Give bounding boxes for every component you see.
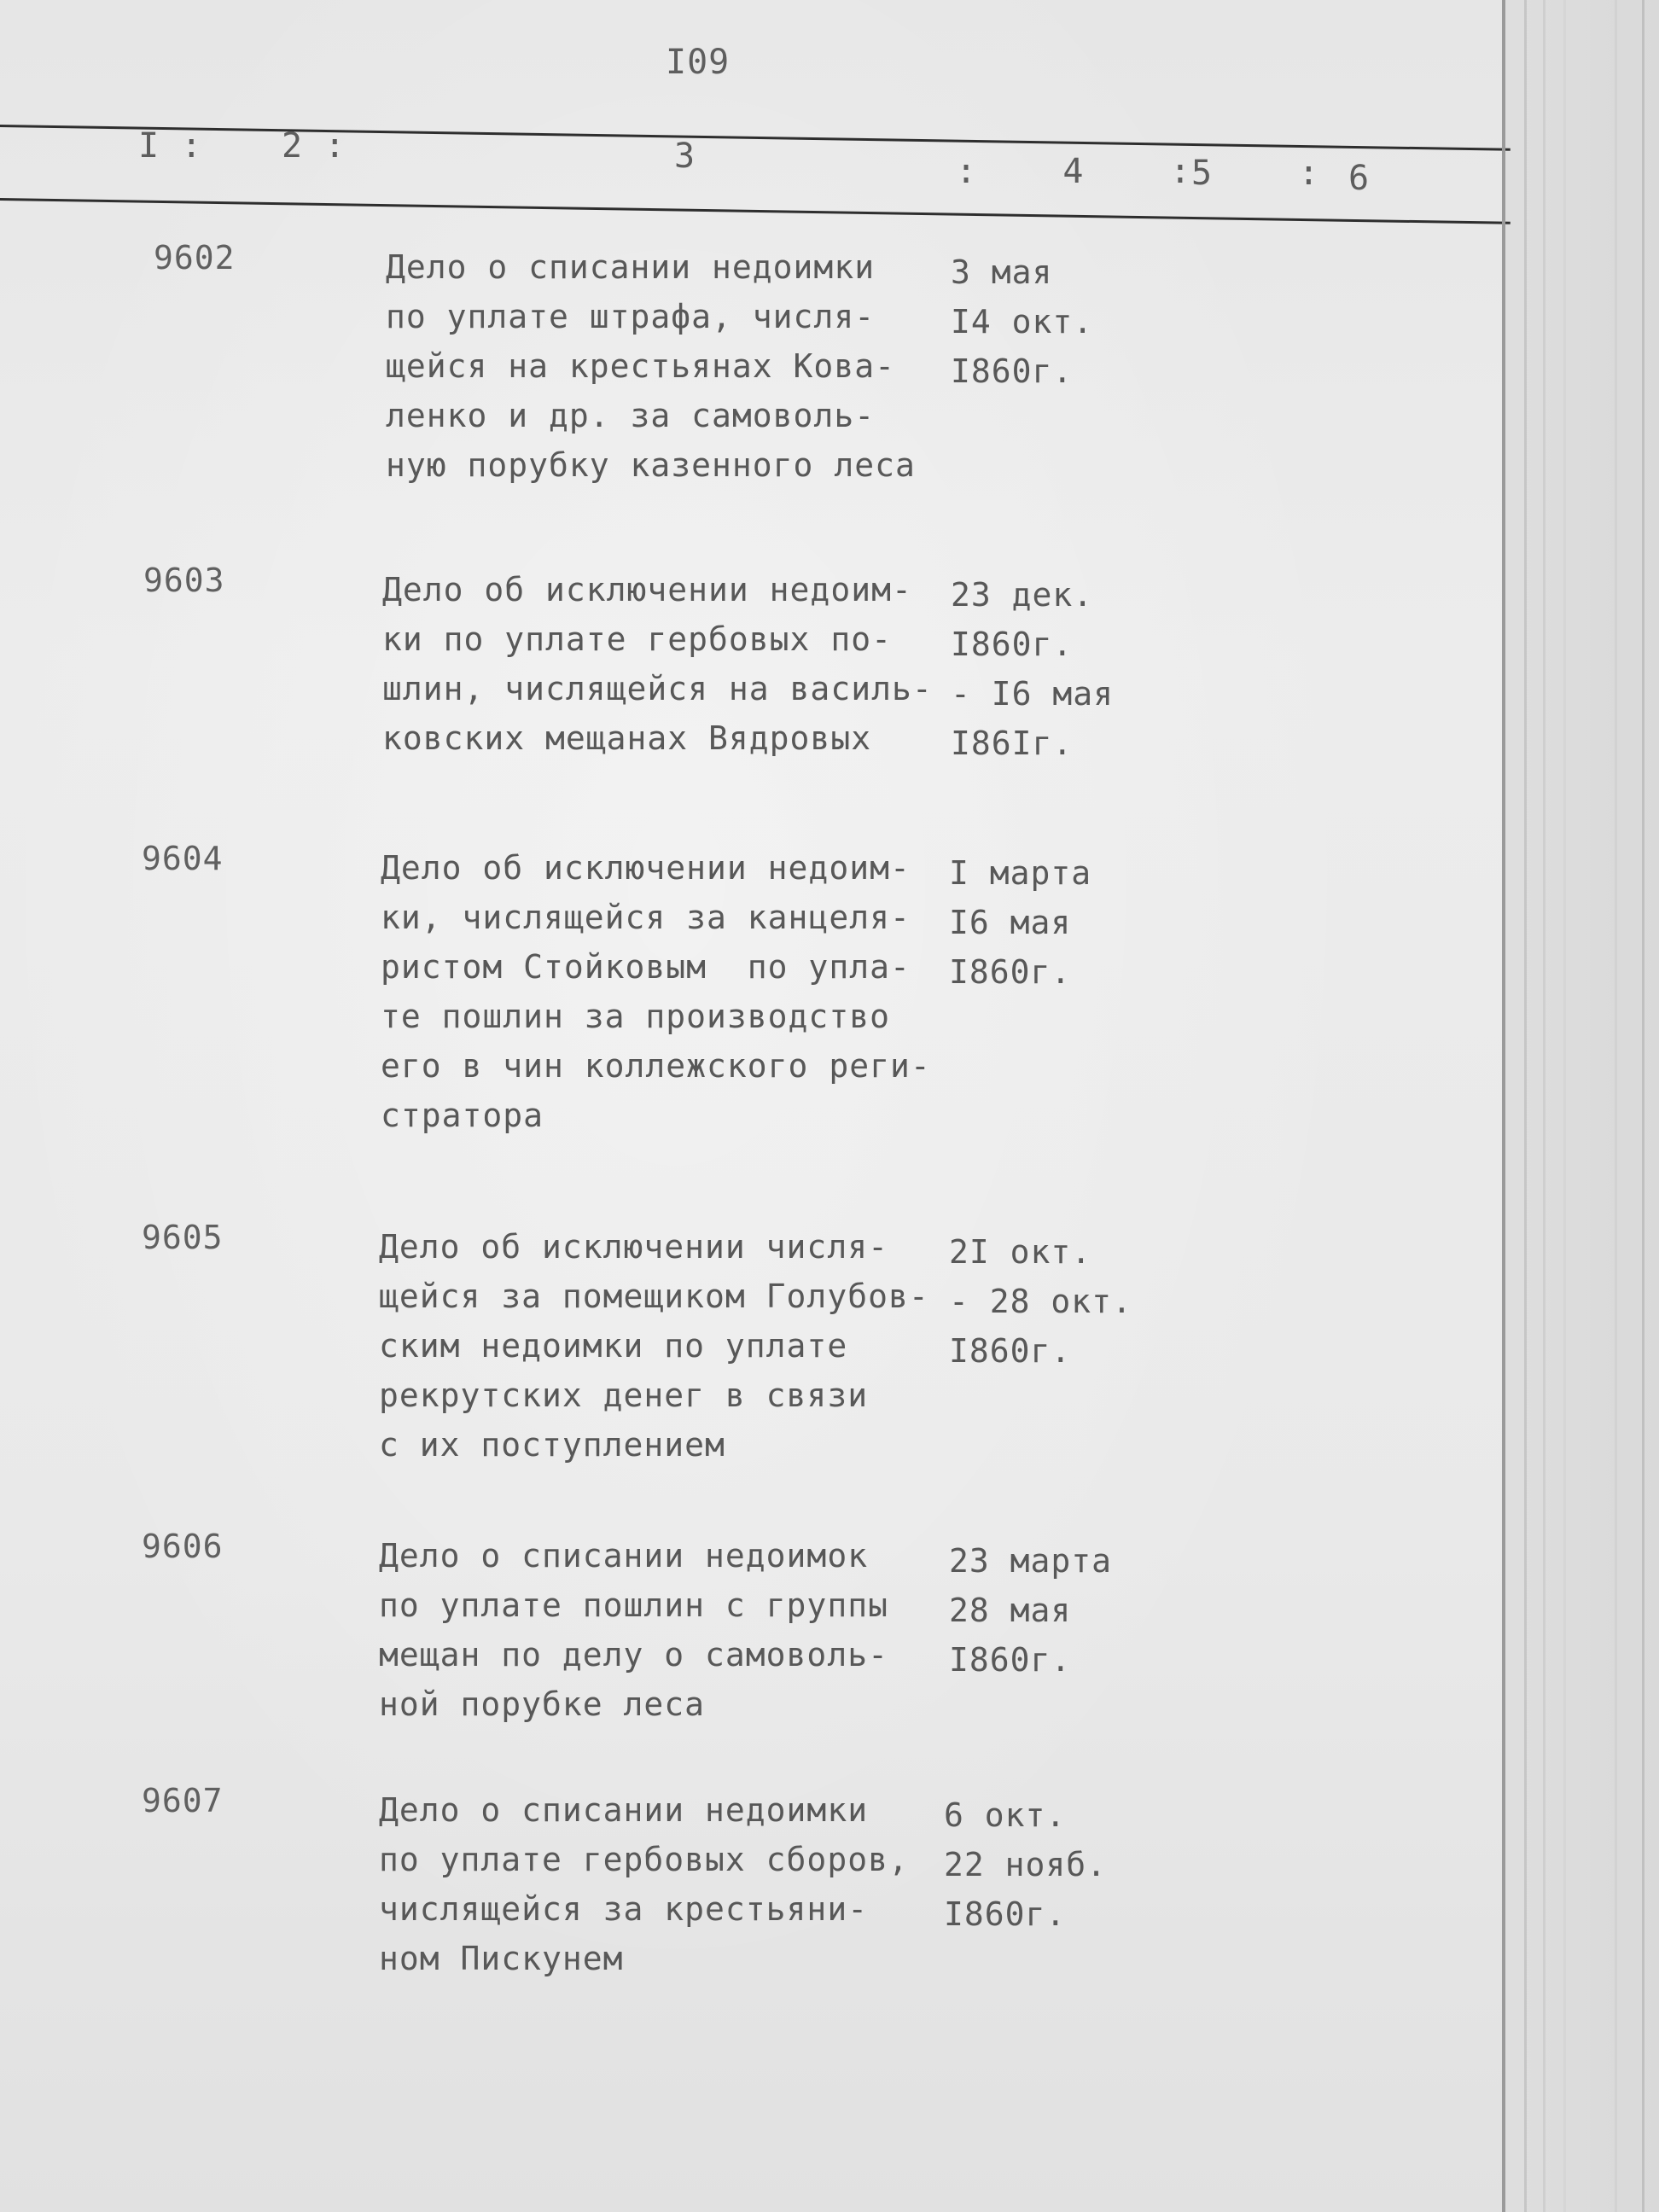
page-edge (1587, 0, 1590, 2212)
column-header-3: 3 (674, 137, 696, 176)
file-description: Дело об исключении недоим- ки по уплате гербовых по- шлин, числящейся на василь- ковских мещанах Вядровых (382, 571, 933, 757)
file-number: 9606 (142, 1528, 224, 1565)
column-header-2: 2 : (282, 126, 346, 166)
file-dates: 6 окт. 22 нояб. I860г. (944, 1796, 1108, 1933)
header-rule-top (0, 125, 1511, 151)
file-number: 9604 (142, 840, 224, 877)
file-description: Дело об исключении недоим- ки, числящейся за канцеля- ристом Стойковым по упла- те пошлин за производство его в чин коллежского реги- стратора (381, 849, 931, 1134)
file-number: 9607 (142, 1782, 224, 1819)
file-dates: 3 мая I4 окт. I860г. (951, 253, 1094, 390)
file-description: Дело об исключении числя- щейся за помещиком Голубов- ским недоимки по уплате рекрутских денег в связи с их поступлением (379, 1228, 929, 1464)
header-rule-bottom (0, 198, 1511, 224)
page-edge (1502, 0, 1505, 2212)
column-header-4: : 4 : (956, 152, 1191, 191)
file-dates: 2I окт. - 28 окт. I860г. (949, 1233, 1132, 1370)
page-number: I09 (666, 43, 731, 82)
file-number: 9602 (154, 239, 236, 276)
page-edge (1524, 0, 1527, 2212)
page-edge (1563, 0, 1566, 2212)
page-edge (1543, 0, 1545, 2212)
column-header-6: 6 (1348, 159, 1371, 198)
column-header-1: I : (138, 126, 203, 166)
file-dates: 23 дек. I860г. - I6 мая I86Iг. (951, 576, 1115, 762)
file-dates: I марта I6 мая I860г. (949, 854, 1092, 991)
page-edge (1642, 0, 1644, 2212)
page-edge (1615, 0, 1617, 2212)
file-description: Дело о списании недоимок по уплате пошлин с группы мещан по делу о самоволь- ной порубке леса (379, 1537, 888, 1723)
file-description: Дело о списании недоимки по уплате гербовых сборов, числящейся за крестьяни- ном Пискунем (379, 1791, 909, 1977)
file-number: 9605 (142, 1219, 224, 1256)
file-number: 9603 (143, 562, 225, 599)
column-header-5: 5 : (1191, 154, 1320, 193)
file-dates: 23 марта 28 мая I860г. (949, 1542, 1113, 1679)
file-description: Дело о списании недоимки по уплате штрафа, числя- щейся на крестьянах Кова- ленко и др. за самоволь- ную порубку казенного леса (386, 248, 916, 484)
